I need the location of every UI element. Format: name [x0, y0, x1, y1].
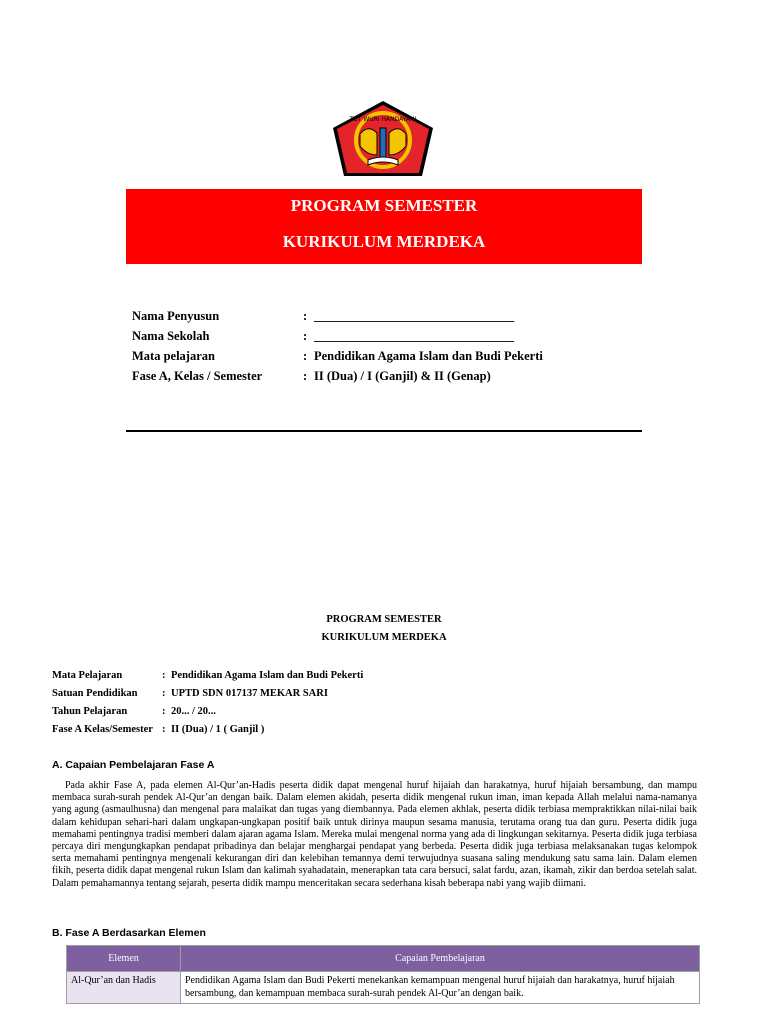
tut-wuri-handayani-logo — [330, 100, 436, 180]
banner-title-line2: KURIKULUM MERDEKA — [282, 232, 486, 251]
page2-info-label: Fase A Kelas/Semester — [52, 724, 153, 735]
page2-info-value: 20... / 20... — [171, 706, 216, 717]
logo-pen — [380, 128, 386, 158]
cover-info-value: II (Dua) / I (Ganjil) & II (Genap) — [314, 369, 491, 383]
title-banner — [126, 189, 642, 264]
cover-divider — [126, 430, 642, 432]
page2-info-label: Tahun Pelajaran — [52, 706, 128, 717]
table-row — [67, 972, 700, 1004]
cover-info-value: ________________________________ — [314, 309, 514, 323]
cover-info-colon: : — [303, 309, 308, 323]
cover-info-colon: : — [303, 369, 308, 383]
table-header-capaian: Capaian Pembelajaran — [181, 946, 700, 972]
cover-info-label: Nama Penyusun — [132, 309, 220, 323]
page2-info-colon: : — [162, 706, 166, 717]
section-b-heading: B. Fase A Berdasarkan Elemen — [52, 927, 206, 939]
table-header-elemen: Elemen — [67, 946, 181, 972]
cover-info-value: Pendidikan Agama Islam dan Budi Pekerti — [314, 349, 543, 363]
cover-info-label: Nama Sekolah — [132, 329, 210, 343]
capaian-paragraph: Pada akhir Fase A, pada elemen Al-Qur’an-Hadis peserta didik dapat mengenal huruf hijaiah dan harakatnya, huruf hijaiah bersambung, dan mampu membaca surah-surah pendek Al-Qur’an dengan baik. Dalam elemen akidah, peserta didik mengenal rukun iman, iman kepada Allah melalui nama-namanya yang agung (asmaulhusna) dan mengenal para malaikat dan tugas yang diembannya. Pada elemen akhlak, peserta didik terbiasa mempraktikkan nilai-nilai baik dalam kehidupan sehari-hari dalam ungkapan-ungkapan positif baik untuk dirinya maupun sesama manusia, terutama orang tua dan guru. Peserta didik juga memahami pentingnya tradisi memberi dalam ajaran agama Islam. Mereka mulai mengenal norma yang ada di lingkungan sekitarnya. Peserta didik juga terbiasa percaya diri mengungkapkan pendapat pribadinya dan belajar menghargai pendapat yang berbeda. Peserta didik juga terbiasa melaksanakan tugas kelompok serta memahami pentingnya mengenali kekurangan diri dan kelebihan temannya demi terwujudnya suasana saling mendukung satu sama lain. Dalam elemen fikih, peserta didik dapat mengenal rukun Islam dan kalimah syahadatain, menerapkan tata cara bersuci, salat fardu, azan, ikamah, zikir dan berdoa setelah salat. Dalam pemahamannya tentang sejarah, peserta didik mampu menceritakan secara sederhana kisah beberapa nabi yang wajib diimani. — [52, 780, 697, 889]
page2-title-line2: KURIKULUM MERDEKA — [321, 632, 447, 643]
banner-title-line1: PROGRAM SEMESTER — [290, 196, 478, 215]
page2-info-colon: : — [162, 688, 166, 699]
cover-info-label: Mata pelajaran — [132, 349, 215, 363]
page2-title-line1: PROGRAM SEMESTER — [326, 614, 442, 625]
cover-info-value: ________________________________ — [314, 329, 514, 343]
logo-motto-text: TUT WURI HANDAYANI — [349, 116, 417, 123]
page2-info-label: Mata Pelajaran — [52, 670, 123, 681]
cover-info-colon: : — [303, 329, 308, 343]
cover-info-colon: : — [303, 349, 308, 363]
page2-info-label: Satuan Pendidikan — [52, 688, 138, 699]
table-cell-capaian: Pendidikan Agama Islam dan Budi Pekerti menekankan kemampuan mengenal huruf hijaiah dan harakatnya, huruf hijaiah bersambung, dan kemampuan membaca surah-surah pendek Al-Qur’an dengan baik. — [181, 972, 700, 1004]
elemen-table — [66, 945, 700, 1004]
table-cell-elemen: Al-Qur’an dan Hadis — [67, 972, 181, 1004]
page2-info-value: Pendidikan Agama Islam dan Budi Pekerti — [171, 670, 364, 681]
cover-info-label: Fase A, Kelas / Semester — [132, 369, 263, 383]
page2-info-value: UPTD SDN 017137 MEKAR SARI — [171, 688, 328, 699]
page2-info-colon: : — [162, 670, 166, 681]
table-header-row — [67, 946, 700, 972]
page2-info-colon: : — [162, 724, 166, 735]
page2-info-value: II (Dua) / 1 ( Ganjil ) — [171, 724, 265, 735]
section-a-heading: A. Capaian Pembelajaran Fase A — [52, 759, 215, 771]
